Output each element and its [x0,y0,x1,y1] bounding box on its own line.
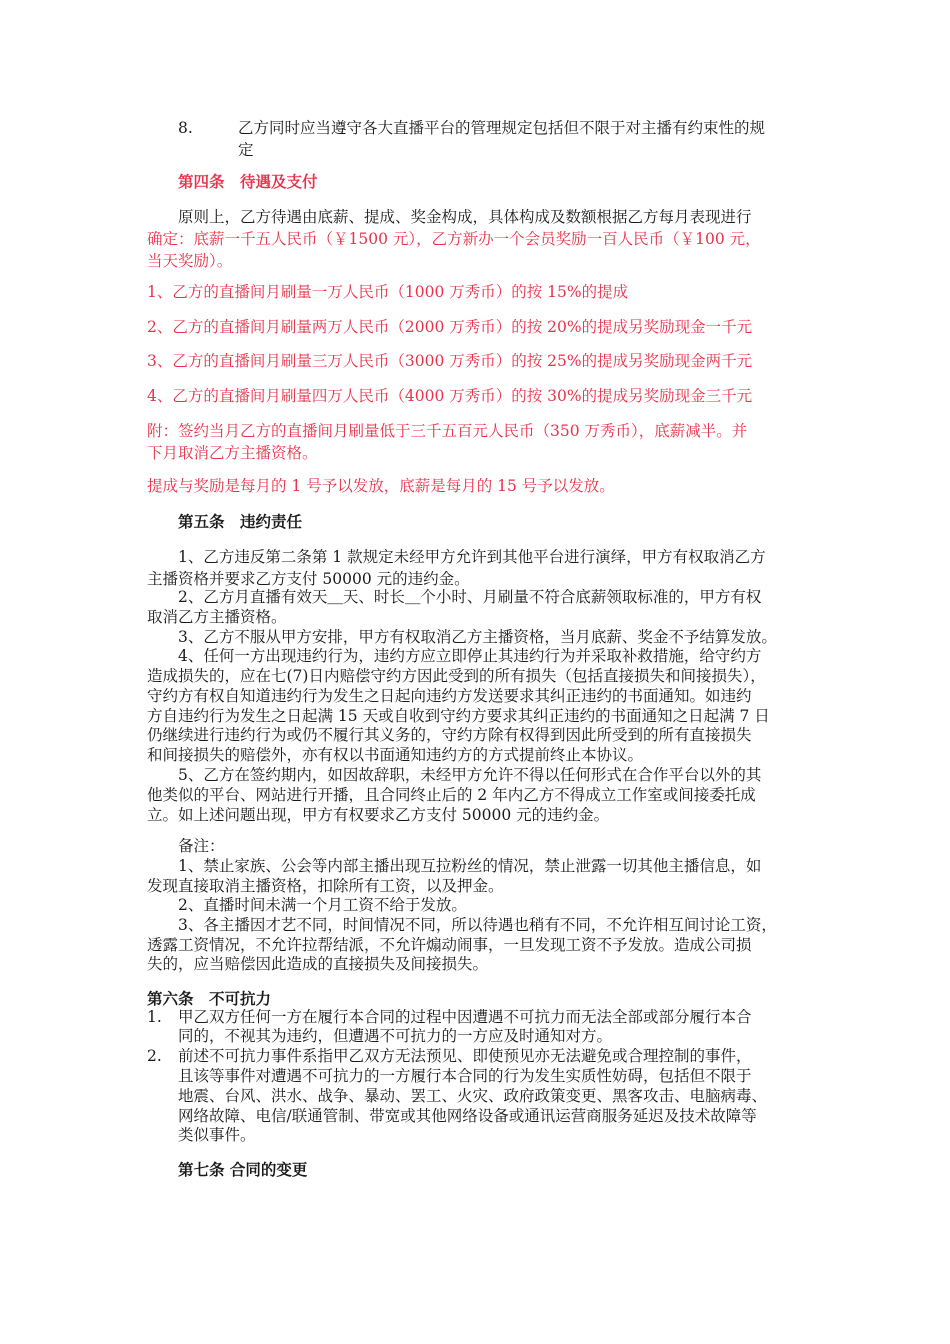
article-5-line: 立。如上述问题出现，甲方有权要求乙方支付 50000 元的违约金。 [147,806,610,824]
remarks-line: 2、直播时间未满一个月工资不给于发放。 [178,896,467,914]
article-6-item-2-line: 类似事件。 [178,1126,256,1144]
article-4-tier-2: 2、乙方的直播间月刷量两万人民币（2000 万秀币）的按 20%的提成另奖励现金一千元 [147,318,753,336]
article-5-line: 和间接损失的赔偿外，亦有权以书面通知违约方的方式提前终止本协议。 [147,746,644,764]
article-5-line: 造成损失的，应在七(7)日内赔偿守约方因此受到的所有损失（包括直接损失和间接损失）， [147,667,766,685]
article-5-line: 3、乙方不服从甲方安排，甲方有权取消乙方主播资格，当月底薪、奖金不予结算发放。 [178,628,777,646]
article-4-intro-line-3: 当天奖励）。 [147,252,233,270]
remarks-line: 1、禁止家族、公会等内部主播出现互拉粉丝的情况，禁止泄露一切其他主播信息，如 [178,857,762,875]
item-8-line-2: 定 [238,141,254,159]
article-4-note-line-1: 附：签约当月乙方的直播间月刷量低于三千五百元人民币（350 万秀币），底薪减半。并 [147,422,748,440]
article-6-item-2-number: 2. [147,1047,162,1065]
article-6-item-1-line: 甲乙双方任何一方在履行本合同的过程中因遭遇不可抗力而无法全部或部分履行本合 [178,1008,752,1026]
article-5-line: 4、任何一方出现违约行为，违约方应立即停止其违约行为并采取补救措施，给守约方 [178,647,762,665]
article-5-line: 2、乙方月直播有效天＿天、时长＿个小时、月刷量不符合底薪领取标准的，甲方有权 [178,588,762,606]
article-4-title: 第四条 待遇及支付 [178,172,318,191]
remarks-line: 失的，应当赔偿因此造成的直接损失及间接损失。 [147,955,489,973]
article-4-tier-4: 4、乙方的直播间月刷量四万人民币（4000 万秀币）的按 30%的提成另奖励现金三千元 [147,387,753,405]
article-4-note-line-2: 下月取消乙方主播资格。 [147,444,318,462]
article-4-payday: 提成与奖励是每月的 1 号予以发放，底薪是每月的 15 号予以发放。 [147,477,615,495]
article-5-line: 仍继续进行违约行为或仍不履行其义务的，守约方除有权得到因此所受到的所有直接损失 [147,726,752,744]
article-4-intro-line-1: 原则上，乙方待遇由底薪、提成、奖金构成，具体构成及数额根据乙方每月表现进行 [178,208,752,226]
article-5-line: 守约方有权自知道违约行为发生之日起向违约方发送要求其纠正违约的书面通知。如违约 [147,687,752,705]
article-5-line: 方自违约行为发生之日起满 15 天或自收到守约方要求其纠正违约的书面通知之日起满 7 日 [147,707,770,725]
article-5-line: 5、乙方在签约期内，如因故辞职，未经甲方允许不得以任何形式在合作平台以外的其 [178,766,762,784]
article-4-tier-1: 1、乙方的直播间月刷量一万人民币（1000 万秀币）的按 15%的提成 [147,283,629,301]
article-6-item-2-line: 地震、台风、洪水、战争、暴动、罢工、火灾、政府政策变更、黑客攻击、电脑病毒、 [178,1087,768,1105]
remarks-heading: 备注： [178,837,225,855]
article-4-tier-3: 3、乙方的直播间月刷量三万人民币（3000 万秀币）的按 25%的提成另奖励现金两千元 [147,352,753,370]
article-5-line: 1、乙方违反第二条第 1 款规定未经甲方允许到其他平台进行演绎，甲方有权取消乙方 [178,548,766,566]
article-6-item-2-line: 网络故障、电信/联通管制、带宽或其他网络设备或通讯运营商服务延迟及技术故障等 [178,1107,757,1125]
article-5-line: 取消乙方主播资格。 [147,608,287,626]
article-6-item-1-number: 1. [147,1008,162,1026]
article-6-item-1-line: 同的，不视其为违约，但遭遇不可抗力的一方应及时通知对方。 [178,1027,613,1045]
remarks-line: 3、各主播因才艺不同，时间情况不同，所以待遇也稍有不同，不允许相互间讨论工资， [178,916,777,934]
article-5-line: 主播资格并要求乙方支付 50000 元的违约金。 [147,570,470,588]
article-6-item-2-line: 且该等事件对遭遇不可抗力的一方履行本合同的行为发生实质性妨碍，包括但不限于 [178,1067,752,1085]
remarks-line: 透露工资情况，不允许拉帮结派，不允许煽动闹事，一旦发现工资不予发放。造成公司损 [147,936,752,954]
article-4-intro-line-2: 确定：底薪一千五人民币（￥1500 元），乙方新办一个会员奖励一百人民币（￥100 元， [147,230,761,248]
article-6-item-2-line: 前述不可抗力事件系指甲乙双方无法预见、即使预见亦无法避免或合理控制的事件， [178,1047,752,1065]
item-8-line-1: 乙方同时应当遵守各大直播平台的管理规定包括但不限于对主播有约束性的规 [238,119,766,137]
article-7-title: 第七条 合同的变更 [178,1160,308,1179]
article-5-line: 他类似的平台、网站进行开播，且合同终止后的 2 年内乙方不得成立工作室或间接委托成 [147,786,756,804]
article-6-title: 第六条 不可抗力 [147,989,272,1008]
remarks-line: 发现直接取消主播资格，扣除所有工资，以及押金。 [147,877,504,895]
article-5-title: 第五条 违约责任 [178,512,303,531]
item-8-number: 8. [178,119,193,137]
